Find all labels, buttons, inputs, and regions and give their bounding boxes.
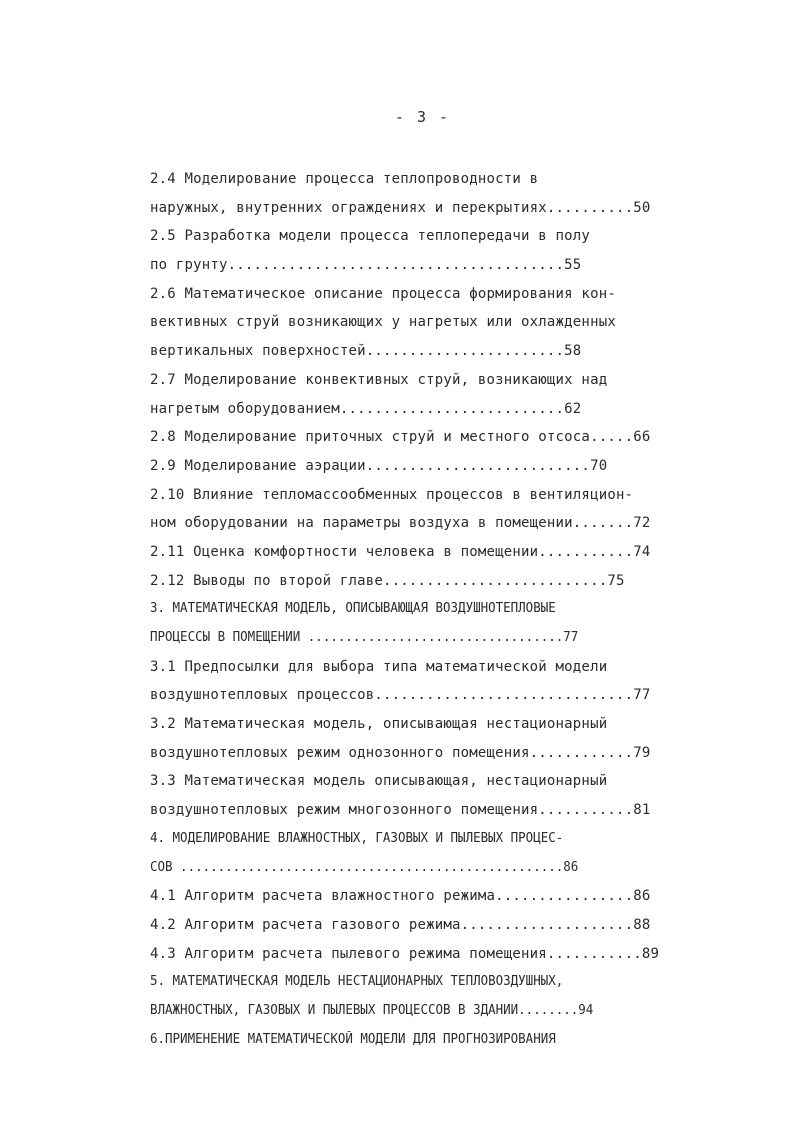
toc-chapter-heading: ВЛАЖНОСТНЫХ, ГАЗОВЫХ И ПЫЛЕВЫХ ПРОЦЕССОВ В ЗДАНИИ........94 bbox=[150, 1002, 594, 1018]
page-number: - 3 - bbox=[394, 108, 451, 126]
toc-line: воздушнотепловых режим однозонного помещения............79 bbox=[150, 744, 651, 761]
toc-chapter-heading: 5. МАТЕМАТИЧЕСКАЯ МОДЕЛЬ НЕСТАЦИОНАРНЫХ ТЕПЛОВОЗДУШНЫХ, bbox=[150, 974, 564, 990]
toc-line: 2.5 Разработка модели процесса теплопередачи в полу bbox=[150, 228, 591, 245]
toc-line: по грунту.......................................55 bbox=[150, 257, 582, 274]
toc-line: нагретым оборудованием..........................62 bbox=[150, 400, 582, 417]
toc-line: 4.1 Алгоритм расчета влажностного режима................86 bbox=[150, 888, 651, 905]
toc-line: воздушнотепловых процессов..............................77 bbox=[150, 687, 651, 704]
toc-chapter-heading: 3. МАТЕМАТИЧЕСКАЯ МОДЕЛЬ, ОПИСЫВАЮЩАЯ ВОЗДУШНОТЕПЛОВЫЕ bbox=[150, 601, 556, 617]
toc-line: 2.12 Выводы по второй главе..........................75 bbox=[150, 572, 625, 589]
toc-line: вективных струй возникающих у нагретых или охлажденных bbox=[150, 314, 616, 331]
toc-line: ном оборудовании на параметры воздуха в помещении.......72 bbox=[150, 515, 651, 532]
toc-line: 3.3 Математическая модель описывающая, нестационарный bbox=[150, 773, 608, 790]
toc-line: 2.11 Оценка комфортности человека в помещении...........74 bbox=[150, 543, 651, 560]
toc-line: 3.2 Математическая модель, описывающая нестационарный bbox=[150, 716, 608, 733]
table-of-contents bbox=[150, 165, 715, 1054]
toc-chapter-heading: 4. МОДЕЛИРОВАНИЕ ВЛАЖНОСТНЫХ, ГАЗОВЫХ И ПЫЛЕВЫХ ПРОЦЕС- bbox=[150, 830, 564, 846]
toc-chapter-heading: 6.ПРИМЕНЕНИЕ МАТЕМАТИЧЕСКОЙ МОДЕЛИ ДЛЯ ПРОГНОЗИРОВАНИЯ bbox=[150, 1031, 556, 1047]
toc-line: вертикальных поверхностей.......................58 bbox=[150, 343, 582, 360]
toc-line: 4.2 Алгоритм расчета газового режима....................88 bbox=[150, 916, 651, 933]
toc-line: 3.1 Предпосылки для выбора типа математической модели bbox=[150, 658, 608, 675]
toc-line: 2.6 Математическое описание процесса формирования кон- bbox=[150, 285, 616, 302]
toc-line: 2.8 Моделирование приточных струй и местного отсоса.....66 bbox=[150, 429, 651, 446]
toc-chapter-heading: СОВ ...................................................86 bbox=[150, 859, 579, 875]
toc-line: наружных, внутренних ограждениях и перекрытиях..........50 bbox=[150, 199, 651, 216]
toc-line: воздушнотепловых режим многозонного помещения...........81 bbox=[150, 802, 651, 819]
toc-line: 2.4 Моделирование процесса теплопроводности в bbox=[150, 171, 539, 187]
toc-line: 2.7 Моделирование конвективных струй, возникающих над bbox=[150, 371, 608, 388]
toc-line: 4.3 Алгоритм расчета пылевого режима помещения...........89 bbox=[150, 945, 660, 962]
toc-line: 2.9 Моделирование аэрации..........................70 bbox=[150, 457, 608, 474]
toc-chapter-heading: ПРОЦЕССЫ В ПОМЕЩЕНИИ ..................................77 bbox=[150, 630, 579, 645]
toc-line: 2.10 Влияние тепломассообменных процессов в вентиляцион- bbox=[150, 486, 634, 503]
